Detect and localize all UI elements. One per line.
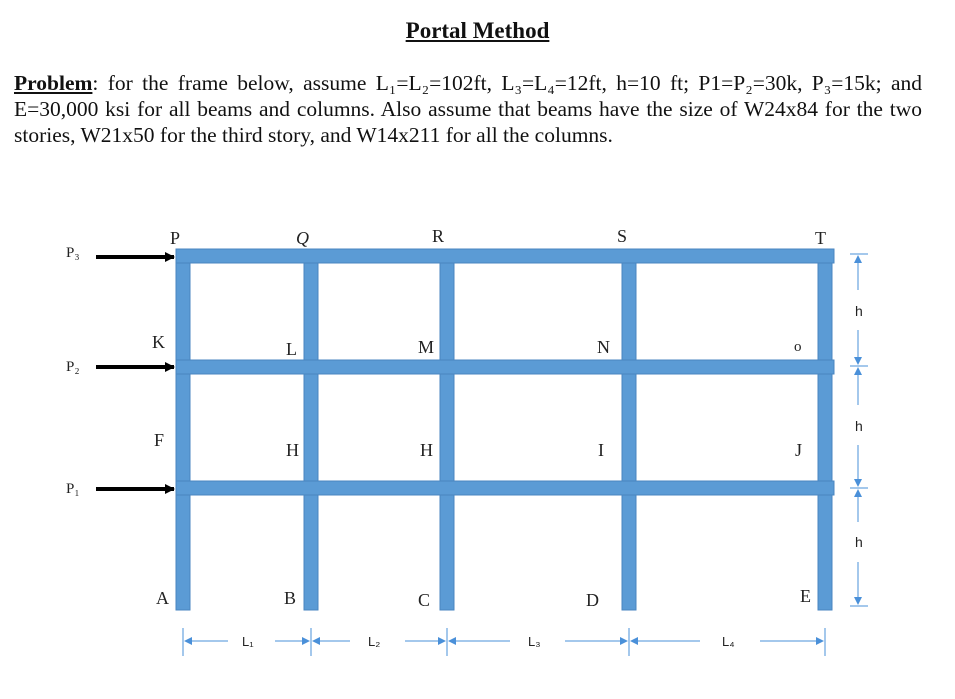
joint-label-C: C [418,590,431,610]
joint-label-N: N [597,337,610,357]
joint-label-H-2: H [420,440,433,460]
joint-label-I: I [598,440,604,460]
column-A [176,250,190,610]
joint-label-o: o [794,339,802,355]
columns [176,250,832,610]
height-label-1: h [855,303,863,319]
column-C [440,250,454,610]
problem-text: : for the frame below, assume L₁=L₂=102ft, L₃=L₄=12ft, h=10 ft; P1=P₂=30k, P₃=15k; and E=30,000 ksi for all beams and columns. Also assume that beams have the size of W24x84 for the two stories, W21x50 for the third story, and W14x211 for all the columns. [14,71,922,147]
joint-label-S: S [617,226,628,246]
joint-label-B: B [284,588,297,608]
page-title: Portal Method [405,18,550,43]
beam-third-floor [176,360,834,374]
load-label-p2: P₂ [66,359,80,375]
span-label-l2: L₂ [368,634,381,649]
joint-label-J: J [795,440,803,460]
load-label-p1: P₁ [66,481,80,497]
joint-label-P: P [170,228,181,248]
span-label-l1: L₁ [242,634,254,649]
joint-label-T: T [815,228,826,248]
height-label-3: h [855,534,863,550]
beam-second-floor [176,481,834,495]
load-label-p3: P₃ [66,245,80,261]
joint-label-Q: Q [296,228,309,248]
column-B [304,250,318,610]
joint-label-K: K [152,332,165,352]
joint-label-E: E [800,586,811,606]
joint-label-M: M [418,337,435,357]
joint-label-H-1: H [286,440,299,460]
joint-label-D: D [586,590,599,610]
height-label-2: h [855,418,863,434]
span-label-l4: L₄ [722,634,735,649]
beam-roof [176,249,834,263]
joint-label-A: A [156,588,169,608]
span-label-l3: L₃ [528,634,541,649]
column-E [818,250,832,610]
load-arrows [96,257,174,489]
problem-lead: Problem [14,71,93,95]
joint-label-F: F [154,430,165,450]
joint-label-R: R [432,226,445,246]
column-D [622,250,636,610]
joint-label-L: L [286,339,297,359]
beams [176,249,834,495]
